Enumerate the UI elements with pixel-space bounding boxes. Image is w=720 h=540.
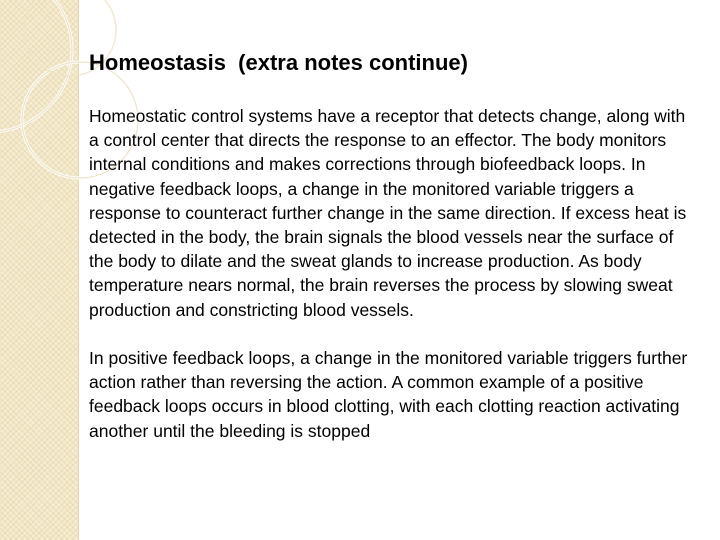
paragraph-positive-feedback: In positive feedback loops, a change in the monitored variable triggers further action rather than reversing the action. A common example of a positive feedback loops occurs in blood clotting, with each clotting reaction activating another until the bleeding is stopped [89,348,688,441]
paragraph-negative-feedback: Homeostatic control systems have a receptor that detects change, along with a control center that directs the response to an effector. The body monitors internal conditions and makes corrections through biofeedback loops. In negative feedback loops, a change in the monitored variable triggers a response to counteract further change in the same direction. If excess heat is detected in the body, the brain signals the blood vessels near the surface of the body to dilate and the sweat glands to increase production. As body temperature nears normal, the brain reverses the process by slowing sweat production and constricting blood vessels. [89,106,687,320]
slide-title: Homeostasis (extra notes continue) [89,50,468,75]
slide-body [89,104,689,443]
